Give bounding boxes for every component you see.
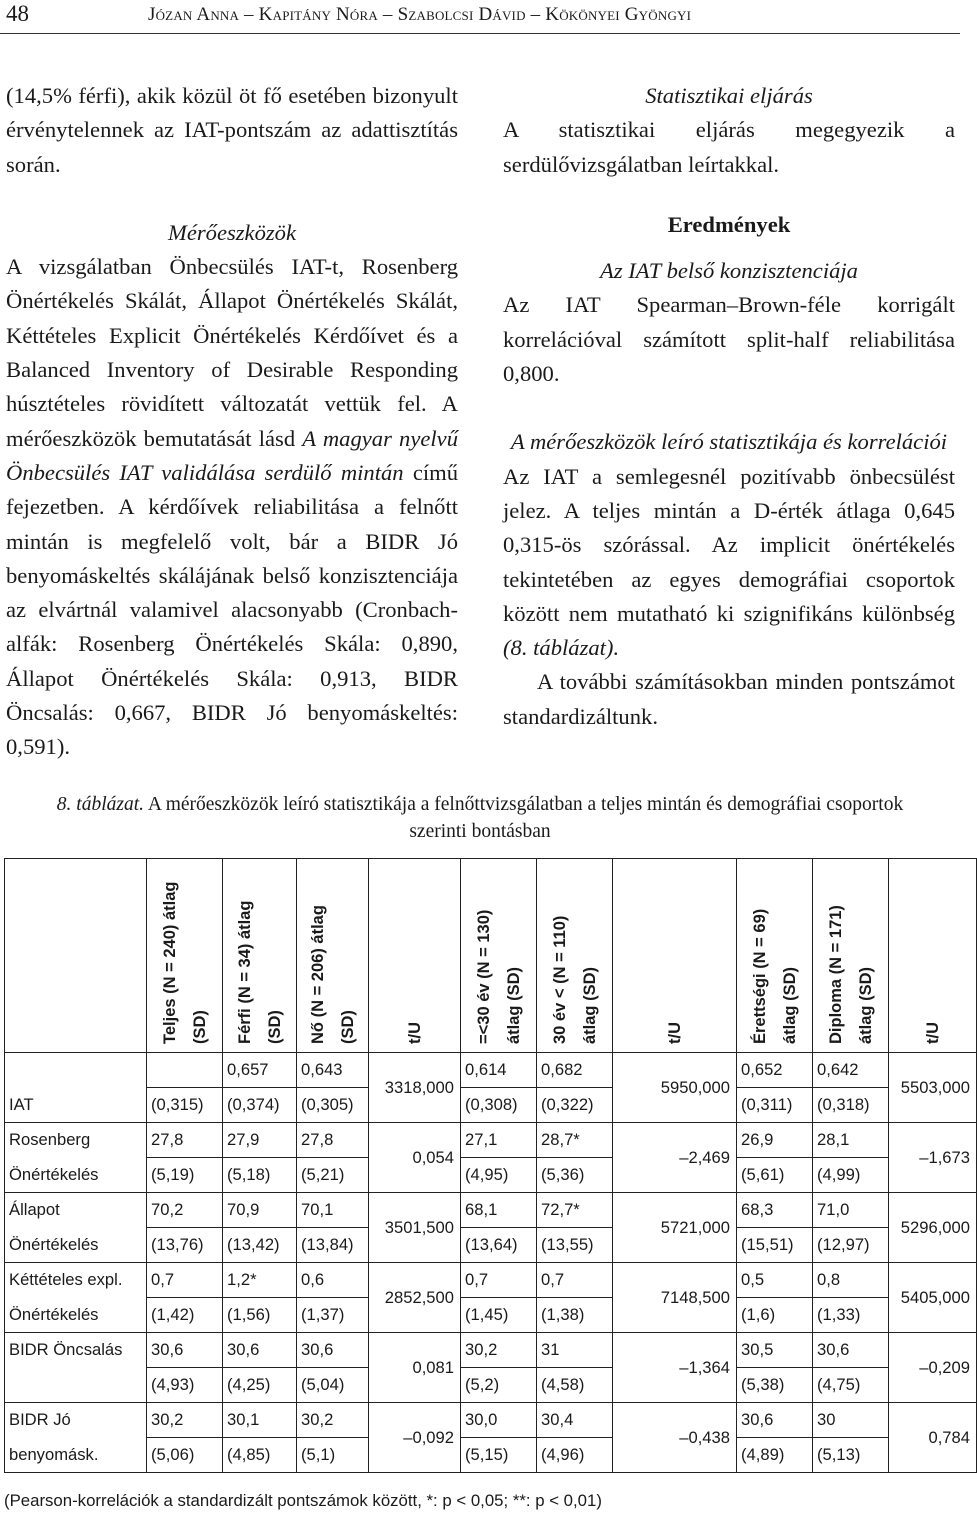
intro-paragraph: (14,5% férfi), akik közül öt fő esetében bizonyult érvénytelennek az IAT-pontszám az adattisztítás során. bbox=[6, 83, 458, 177]
table-cell: 30,6 bbox=[297, 1333, 369, 1368]
table-cell: 5405,000 bbox=[889, 1263, 977, 1333]
table-cell: (0,308) bbox=[461, 1088, 537, 1123]
table-cell: (4,89) bbox=[737, 1438, 813, 1473]
table-cell bbox=[147, 1053, 223, 1088]
table-row bbox=[5, 1333, 977, 1368]
table-body bbox=[5, 1053, 977, 1473]
table-cell: BIDR Jó bbox=[5, 1403, 147, 1438]
running-head-authors bbox=[148, 2, 691, 28]
table-row bbox=[5, 1263, 977, 1298]
header-cell: 30 év < (N = 110) átlag (SD) bbox=[537, 859, 613, 1053]
para-text-a: A vizsgálatban Önbecsülés IAT-t, Rosenberg Önértékelés Skálát, Állapot Önértékelés Skálát, Kéttételes Explicit Önértékelés Kérdőívet és a Balanced Inventory of Desirable Responding húsztételes rövidített változatát vettük fel. A mérőeszközök bemutatását lásd bbox=[6, 254, 458, 451]
table-cell: (1,33) bbox=[813, 1298, 889, 1333]
table-cell: (5,04) bbox=[297, 1368, 369, 1403]
subsection-title-iat: Az IAT belső konzisztenciája bbox=[600, 258, 858, 284]
table-cell: 0,643 bbox=[297, 1053, 369, 1088]
table-row bbox=[5, 1438, 977, 1473]
table-cell: 30,2 bbox=[461, 1333, 537, 1368]
table-cell: 68,1 bbox=[461, 1193, 537, 1228]
table-cell: 0,642 bbox=[813, 1053, 889, 1088]
table-cell: 68,3 bbox=[737, 1193, 813, 1228]
table-row bbox=[5, 1053, 977, 1088]
header-corner bbox=[5, 859, 147, 1053]
table-cell: (5,38) bbox=[737, 1368, 813, 1403]
section-title-meroeszkozok: Mérőeszközök bbox=[168, 219, 296, 245]
table-cell: (15,51) bbox=[737, 1228, 813, 1263]
table-cell: 28,1 bbox=[813, 1123, 889, 1158]
table-cell: (4,95) bbox=[461, 1158, 537, 1193]
chapter-reference: A magyar nyelvű Önbecsülés IAT validálása serdülő mintán bbox=[6, 425, 458, 485]
table-cell: 30,1 bbox=[223, 1403, 297, 1438]
table-cell: 0,054 bbox=[369, 1123, 461, 1193]
header-cell: t/U bbox=[889, 859, 977, 1053]
desc-text: Az IAT a semlegesnél pozitívabb önbecsülést jelez. A teljes mintán a D-érték átlaga 0,645 0,315-ös szórással. Az implicit önértékelés tekintetében az egyes demográfiai csoportok között nem mutatható ki szignifikáns különbség bbox=[503, 463, 955, 626]
table-cell: 0,614 bbox=[461, 1053, 537, 1088]
table-footnote: (Pearson-korrelációk a standardizált pontszámok között, *: p < 0,05; **: p < 0,01) bbox=[4, 1491, 602, 1510]
table-cell: (13,64) bbox=[461, 1228, 537, 1263]
subsection-title-leiro: A mérőeszközök leíró statisztikája és korrelációi bbox=[510, 429, 948, 455]
header-cell: t/U bbox=[613, 859, 737, 1053]
caption-label: 8. táblázat. bbox=[56, 794, 145, 815]
table-cell: 72,7* bbox=[537, 1193, 613, 1228]
table-cell: –2,469 bbox=[613, 1123, 737, 1193]
table-cell: 27,1 bbox=[461, 1123, 537, 1158]
table-cell: (1,6) bbox=[737, 1298, 813, 1333]
table-cell: 5721,000 bbox=[613, 1193, 737, 1263]
table-row bbox=[5, 1228, 977, 1263]
table-cell: Önértékelés bbox=[5, 1228, 147, 1263]
table-cell: 0,6 bbox=[297, 1263, 369, 1298]
para-text-b: című fejezetben. A kérdőívek reliabilitása a felnőtt mintán is megfelelő volt, bár a BIDR Jó benyomáskeltés skálájának belső konzisztenciája az elvártnál valamivel alacsonyabb (Cronbach-alfák: Rosenberg Önértékelés Skála: 0,890, Állapot Önértékelés Skála: 0,913, BIDR Öncsalás: 0,667, BIDR Jó benyomáskeltés: 0,591). bbox=[6, 459, 459, 760]
header-row bbox=[5, 859, 977, 1053]
table-cell: 26,9 bbox=[737, 1123, 813, 1158]
header-cell: Érettségi (N = 69) átlag (SD) bbox=[737, 859, 813, 1053]
table-cell: IAT bbox=[5, 1088, 147, 1123]
table-cell: 31 bbox=[537, 1333, 613, 1368]
table-cell: (5,13) bbox=[813, 1438, 889, 1473]
table-cell: (4,93) bbox=[147, 1368, 223, 1403]
table-cell: 3501,500 bbox=[369, 1193, 461, 1263]
table-cell: 7148,500 bbox=[613, 1263, 737, 1333]
left-column bbox=[6, 79, 458, 765]
table-cell: 2852,500 bbox=[369, 1263, 461, 1333]
table-cell: 1,2* bbox=[223, 1263, 297, 1298]
table-cell: (0,305) bbox=[297, 1088, 369, 1123]
table-cell: 5950,000 bbox=[613, 1053, 737, 1123]
table-cell: (5,21) bbox=[297, 1158, 369, 1193]
table-cell: 30,6 bbox=[737, 1403, 813, 1438]
table-cell: 30,6 bbox=[813, 1333, 889, 1368]
desc-paragraph bbox=[503, 460, 955, 666]
table-cell: (0,374) bbox=[223, 1088, 297, 1123]
table-cell: (13,76) bbox=[147, 1228, 223, 1263]
table-row bbox=[5, 1123, 977, 1158]
table-cell: Állapot bbox=[5, 1193, 147, 1228]
table-cell: 70,9 bbox=[223, 1193, 297, 1228]
table-cell: 70,2 bbox=[147, 1193, 223, 1228]
table-cell: BIDR Öncsalás bbox=[5, 1333, 147, 1368]
table-cell: 27,9 bbox=[223, 1123, 297, 1158]
page-number: 48 bbox=[6, 1, 29, 26]
table-cell: (5,61) bbox=[737, 1158, 813, 1193]
table-cell: –0,209 bbox=[889, 1333, 977, 1403]
table-cell: –0,438 bbox=[613, 1403, 737, 1473]
table-cell: (5,06) bbox=[147, 1438, 223, 1473]
table-cell: (4,96) bbox=[537, 1438, 613, 1473]
table-cell: 30 bbox=[813, 1403, 889, 1438]
table-cell: (1,38) bbox=[537, 1298, 613, 1333]
table-cell: 30,6 bbox=[147, 1333, 223, 1368]
table-caption bbox=[40, 791, 920, 845]
stats-table bbox=[4, 858, 970, 1473]
section-title-statisztikai: Statisztikai eljárás bbox=[645, 83, 813, 108]
table-cell: (5,15) bbox=[461, 1438, 537, 1473]
table-cell: (4,25) bbox=[223, 1368, 297, 1403]
table-cell: 30,0 bbox=[461, 1403, 537, 1438]
table-grid bbox=[4, 858, 977, 1473]
table-cell: (4,99) bbox=[813, 1158, 889, 1193]
meroeszkozok-paragraph bbox=[6, 250, 458, 764]
table-row bbox=[5, 1368, 977, 1403]
table-cell: Önértékelés bbox=[5, 1158, 147, 1193]
table-cell bbox=[5, 1368, 147, 1403]
table-cell: (13,84) bbox=[297, 1228, 369, 1263]
header-cell: Férfi (N = 34) átlag (SD) bbox=[223, 859, 297, 1053]
right-column bbox=[503, 79, 955, 734]
table-cell: (5,19) bbox=[147, 1158, 223, 1193]
table-cell: –1,673 bbox=[889, 1123, 977, 1193]
header-cell: t/U bbox=[369, 859, 461, 1053]
table-cell: (1,56) bbox=[223, 1298, 297, 1333]
table-cell: (5,2) bbox=[461, 1368, 537, 1403]
table-cell: 28,7* bbox=[537, 1123, 613, 1158]
table-cell: 71,0 bbox=[813, 1193, 889, 1228]
table-row bbox=[5, 1193, 977, 1228]
table-cell: (5,1) bbox=[297, 1438, 369, 1473]
table-cell: 30,4 bbox=[537, 1403, 613, 1438]
table-cell: 30,2 bbox=[147, 1403, 223, 1438]
table-cell: 0,682 bbox=[537, 1053, 613, 1088]
table-cell: (0,311) bbox=[737, 1088, 813, 1123]
table-cell: (1,45) bbox=[461, 1298, 537, 1333]
caption-text: A mérőeszközök leíró statisztikája a felnőttvizsgálatban a teljes mintán és demográfiai csoportok szerinti bontásban bbox=[144, 794, 904, 842]
stat-paragraph: A statisztikai eljárás megegyezik a serdülővizsgálatban leírtakkal. bbox=[503, 117, 955, 177]
table-row bbox=[5, 1298, 977, 1333]
table-cell: (5,18) bbox=[223, 1158, 297, 1193]
iat-paragraph: Az IAT Spearman–Brown-féle korrigált korrelációval számított split-half reliabilitása 0,800. bbox=[503, 292, 955, 387]
table-cell: 30,6 bbox=[223, 1333, 297, 1368]
table-row bbox=[5, 1403, 977, 1438]
table-cell: Rosenberg bbox=[5, 1123, 147, 1158]
table-cell: –1,364 bbox=[613, 1333, 737, 1403]
header-cell: Teljes (N = 240) átlag (SD) bbox=[147, 859, 223, 1053]
table-cell: 0,652 bbox=[737, 1053, 813, 1088]
table-cell: 0,8 bbox=[813, 1263, 889, 1298]
table-cell: 0,7 bbox=[147, 1263, 223, 1298]
table-row bbox=[5, 1158, 977, 1193]
table-cell: 0,081 bbox=[369, 1333, 461, 1403]
table-cell: (0,322) bbox=[537, 1088, 613, 1123]
table-row bbox=[5, 1088, 977, 1123]
table-cell: (4,85) bbox=[223, 1438, 297, 1473]
table-cell: 0,5 bbox=[737, 1263, 813, 1298]
authors-text: Józan Anna – Kapitány Nóra – Szabolcsi Dávid – Kökönyei Gyöngyi bbox=[148, 4, 692, 25]
header-cell: Diploma (N = 171) átlag (SD) bbox=[813, 859, 889, 1053]
table-reference: (8. táblázat). bbox=[503, 635, 620, 661]
header-cell: Nő (N = 206) átlag (SD) bbox=[297, 859, 369, 1053]
table-cell: 27,8 bbox=[297, 1123, 369, 1158]
final-paragraph: A további számításokban minden pontszámot standardizáltunk. bbox=[503, 669, 955, 729]
table-cell: (1,42) bbox=[147, 1298, 223, 1333]
table-cell: 5503,000 bbox=[889, 1053, 977, 1123]
table-cell: (4,58) bbox=[537, 1368, 613, 1403]
table-cell: 0,7 bbox=[461, 1263, 537, 1298]
table-cell: 30,5 bbox=[737, 1333, 813, 1368]
table-cell: 0,657 bbox=[223, 1053, 297, 1088]
table-cell: –0,092 bbox=[369, 1403, 461, 1473]
table-cell: (13,55) bbox=[537, 1228, 613, 1263]
table-cell bbox=[5, 1053, 147, 1088]
table-cell: 0,784 bbox=[889, 1403, 977, 1473]
section-title-eredmenyek: Eredmények bbox=[667, 211, 791, 237]
table-cell: (12,97) bbox=[813, 1228, 889, 1263]
table-cell: benyomásk. bbox=[5, 1438, 147, 1473]
table-cell: Kéttételes expl. bbox=[5, 1263, 147, 1298]
table-cell: (0,318) bbox=[813, 1088, 889, 1123]
table-cell: (13,42) bbox=[223, 1228, 297, 1263]
table-cell: (0,315) bbox=[147, 1088, 223, 1123]
table-cell: Önértékelés bbox=[5, 1298, 147, 1333]
table-cell: 30,2 bbox=[297, 1403, 369, 1438]
table-cell: 70,1 bbox=[297, 1193, 369, 1228]
table-cell: (5,36) bbox=[537, 1158, 613, 1193]
table-cell: 5296,000 bbox=[889, 1193, 977, 1263]
table-cell: 0,7 bbox=[537, 1263, 613, 1298]
table-cell: 3318,000 bbox=[369, 1053, 461, 1123]
header-cell: =<30 év (N = 130) átlag (SD) bbox=[461, 859, 537, 1053]
table-cell: 27,8 bbox=[147, 1123, 223, 1158]
page-header bbox=[0, 0, 960, 34]
table-cell: (4,75) bbox=[813, 1368, 889, 1403]
table-cell: (1,37) bbox=[297, 1298, 369, 1333]
